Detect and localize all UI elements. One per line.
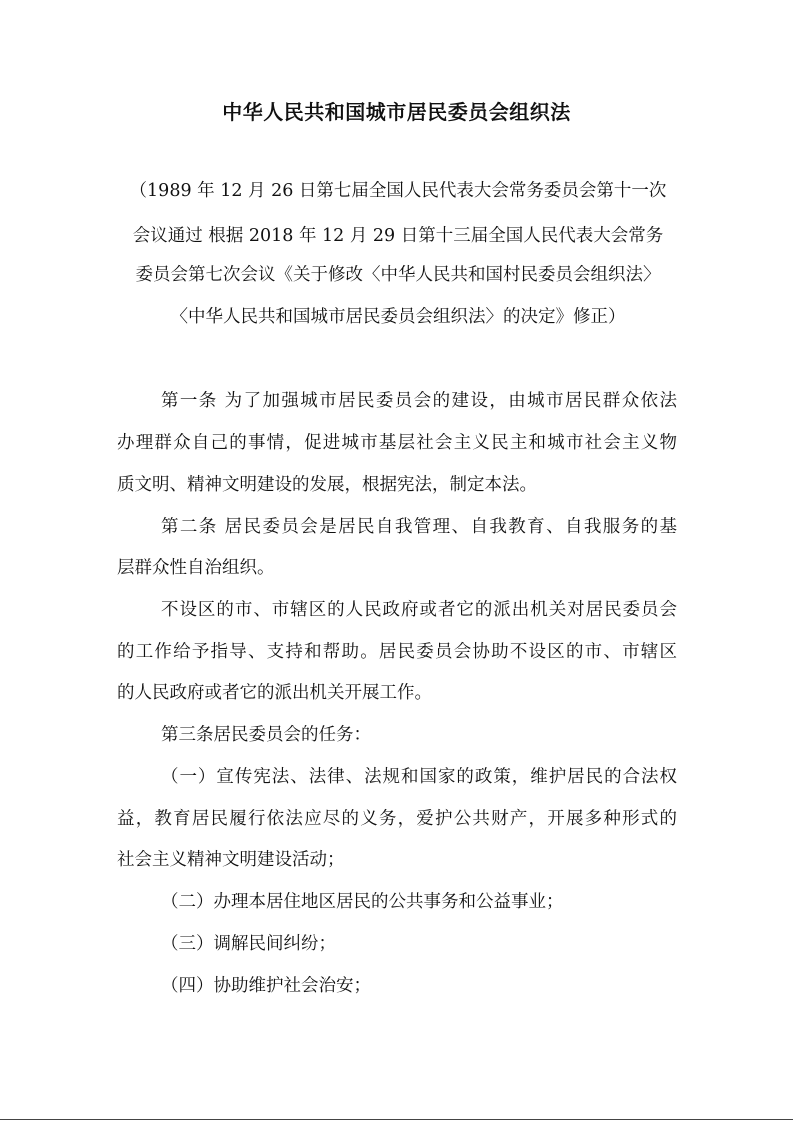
article-3-item-line: （一）宣传宪法、法律、法规和国家的政策，维护居民的合法权 xyxy=(161,767,677,787)
article-2-line: 层群众性自治组织。 xyxy=(117,558,275,578)
article-3-item-line: （四）协助维护社会治安； xyxy=(161,976,371,996)
preamble-line: 委员会第七次会议《关于修改〈中华人民共和国村民委员会组织法〉 xyxy=(135,265,661,285)
article-2-paragraph-line: 的工作给予指导、支持和帮助。居民委员会协助不设区的市、市辖区 xyxy=(117,642,677,662)
page-bottom-rule xyxy=(0,1119,793,1120)
article-1-line: 质文明、精神文明建设的发展，根据宪法，制定本法。 xyxy=(117,475,537,495)
preamble-line: 〈中华人民共和国城市居民委员会组织法〉的决定》修正） xyxy=(170,307,626,327)
article-2-paragraph-line: 不设区的市、市辖区的人民政府或者它的派出机关对居民委员会 xyxy=(161,600,677,620)
article-2-line: 第二条 居民委员会是居民自我管理、自我教育、自我服务的基 xyxy=(161,517,677,537)
article-3-item-line: 社会主义精神文明建设活动； xyxy=(117,850,345,870)
article-3-item-line: （二）办理本居住地区居民的公共事务和公益事业； xyxy=(161,892,564,912)
article-3-heading: 第三条居民委员会的任务： xyxy=(161,725,371,745)
article-3-item-line: （三）调解民间纠纷； xyxy=(161,934,336,954)
article-3-item-line: 益，教育居民履行依法应尽的义务，爱护公共财产，开展多种形式的 xyxy=(117,809,677,829)
article-2-paragraph-line: 的人民政府或者它的派出机关开展工作。 xyxy=(117,683,432,703)
article-1-line: 第一条 为了加强城市居民委员会的建设，由城市居民群众依法 xyxy=(161,391,677,411)
article-1-line: 办理群众自己的事情，促进城市基层社会主义民主和城市社会主义物 xyxy=(117,433,677,453)
preamble-line: 会议通过 根据 2018 年 12 月 29 日第十三届全国人民代表大会常务 xyxy=(132,226,664,246)
preamble-line: （1989 年 12 月 26 日第七届全国人民代表大会常务委员会第十一次 xyxy=(129,181,667,201)
document-title: 中华人民共和国城市居民委员会组织法 xyxy=(222,100,571,124)
